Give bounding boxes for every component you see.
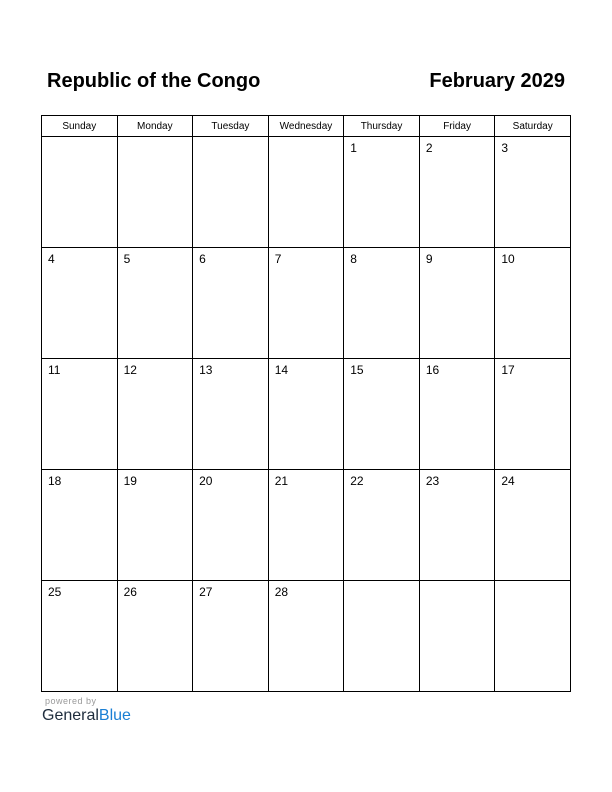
day-cell: [495, 359, 571, 470]
brand-general-text: General: [42, 707, 99, 724]
day-cell: [419, 137, 495, 248]
day-number: [42, 137, 117, 141]
day-number: 17: [501, 363, 515, 377]
day-number: 9: [425, 252, 433, 266]
day-cell: [42, 359, 118, 470]
day-number: 16: [425, 363, 440, 377]
day-cell: [117, 470, 193, 581]
day-number: 15: [350, 363, 364, 377]
day-cell: [117, 359, 193, 470]
day-cell: [344, 470, 420, 581]
weekday-sunday: Sunday: [42, 116, 118, 137]
week-row: [42, 470, 571, 581]
calendar-grid: [41, 115, 571, 692]
weekday-monday: Monday: [117, 116, 193, 137]
day-cell: [495, 137, 571, 248]
day-cell: [419, 248, 495, 359]
weekday-wednesday: Wednesday: [268, 116, 344, 137]
day-cell: [117, 137, 193, 248]
weekday-thursday: Thursday: [344, 116, 420, 137]
day-number: 21: [274, 474, 289, 488]
day-number: 20: [199, 474, 213, 488]
day-cell: [42, 470, 118, 581]
day-number: 1: [350, 141, 357, 155]
day-cell: [495, 470, 571, 581]
calendar-header: [41, 70, 571, 100]
generalblue-logo[interactable]: [42, 707, 131, 725]
day-number: 3: [501, 141, 509, 155]
day-number: [495, 581, 570, 585]
day-cell: [117, 248, 193, 359]
week-row: [42, 581, 571, 692]
day-number: 23: [425, 474, 440, 488]
day-cell: [495, 248, 571, 359]
day-number: 10: [501, 252, 515, 266]
day-cell: [495, 581, 571, 692]
day-cell: [268, 359, 344, 470]
day-cell: [193, 137, 269, 248]
weekday-tuesday: Tuesday: [193, 116, 269, 137]
day-cell: [42, 248, 118, 359]
day-cell: [268, 581, 344, 692]
day-cell: [193, 470, 269, 581]
footer-branding: [42, 696, 131, 725]
day-cell: [42, 137, 118, 248]
day-number: [344, 581, 419, 585]
day-number: 26: [123, 585, 137, 599]
weekday-header-row: [42, 116, 571, 137]
day-number: [269, 137, 344, 141]
day-number: 2: [425, 141, 433, 155]
day-cell: [193, 248, 269, 359]
day-cell: [419, 359, 495, 470]
day-number: 28: [274, 585, 289, 599]
day-number: 13: [199, 363, 213, 377]
day-number: 18: [48, 474, 62, 488]
day-number: 14: [274, 363, 289, 377]
day-number: [118, 137, 193, 141]
weekday-saturday: Saturday: [495, 116, 571, 137]
day-number: [193, 137, 268, 141]
day-number: 7: [274, 252, 282, 266]
day-cell: [344, 137, 420, 248]
brand-blue-text: Blue: [98, 707, 131, 724]
weekday-friday: Friday: [419, 116, 495, 137]
day-cell: [193, 581, 269, 692]
country-title: Republic of the Congo: [47, 70, 261, 92]
day-number: 25: [48, 585, 62, 599]
day-cell: [344, 581, 420, 692]
day-cell: [344, 248, 420, 359]
day-number: 11: [48, 363, 61, 377]
day-number: 24: [501, 474, 515, 488]
powered-by-text: powered by: [45, 696, 97, 706]
day-number: 5: [123, 252, 131, 266]
week-row: [42, 137, 571, 248]
day-number: 6: [199, 252, 206, 266]
day-number: 8: [350, 252, 357, 266]
day-cell: [419, 470, 495, 581]
day-cell: [419, 581, 495, 692]
day-cell: [117, 581, 193, 692]
day-number: 27: [199, 585, 213, 599]
day-cell: [193, 359, 269, 470]
day-number: 12: [123, 363, 137, 377]
day-cell: [268, 248, 344, 359]
week-row: [42, 248, 571, 359]
day-number: [420, 581, 495, 585]
day-number: 4: [48, 252, 55, 266]
month-title: February 2029: [429, 70, 565, 92]
day-cell: [268, 470, 344, 581]
day-number: 19: [123, 474, 137, 488]
day-cell: [344, 359, 420, 470]
day-cell: [42, 581, 118, 692]
week-row: [42, 359, 571, 470]
day-number: 22: [350, 474, 364, 488]
day-cell: [268, 137, 344, 248]
